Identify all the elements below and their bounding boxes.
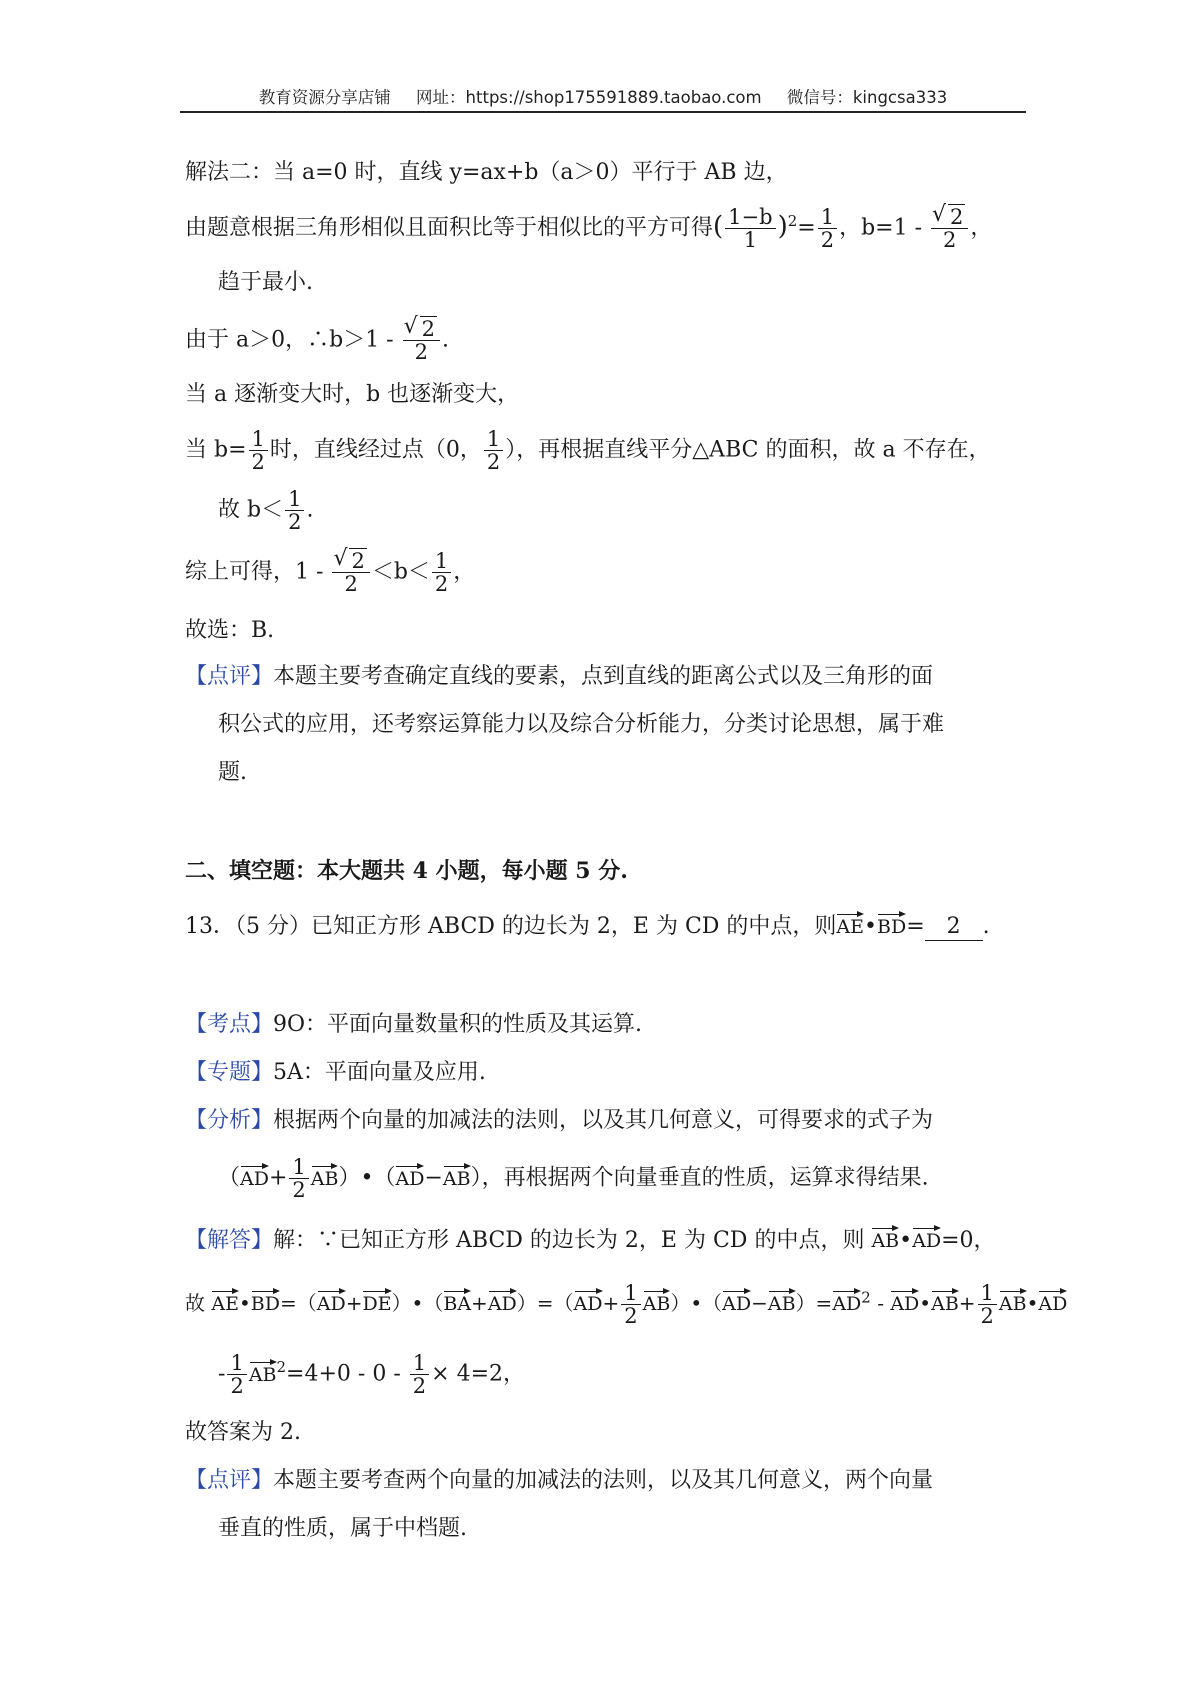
shop-url[interactable]: 网址：https://shop175591889.taobao.com [416,88,762,107]
comment-line1: 【点评】本题主要考查确定直线的要素，点到直线的距离公式以及三角形的面 [185,664,934,689]
solution2-line5: 当 a 逐渐变大时，b 也逐渐变大， [185,382,520,407]
jieda-line3: - $\frac{1}{2}$ $AB^2=4+0 - 0$ - $\frac{1}{2}$ × 4=2， [218,1351,525,1399]
comment-line3: 题. [218,760,247,785]
shop-name: 教育资源分享店铺 [258,88,391,107]
q13-answer-blank: 2 [925,914,983,941]
jieda-line1: 【解答】解：∵已知正方形 ABCD 的边长为 2，E 为 CD 的中点，则 AB•AD=0， [185,1228,996,1253]
solution2-line7: 故 b＜ $\frac{1}{2}$ . [218,487,314,535]
comment-line2: 积公式的应用，还考察运算能力以及综合分析能力，分类讨论思想，属于难 [218,712,945,737]
jieda-line2: 故 AE•BD=（AD+DE）•（BA+AD）=（AD+ $\frac{1}{2}$ $AB)•(AD-AB)=AD^2$ - AD•AB+ $\frac{1}{2}$ AB•AD [185,1281,1068,1329]
q13-stem: 13．（5 分）已知正方形 ABCD 的边长为 2，E 为 CD 的中点，则AE•BD= 2 . [185,912,990,941]
dianping-line1: 【点评】本题主要考查两个向量的加减法的法则，以及其几何意义，两个向量 [185,1468,934,1493]
solution2-line3: 趋于最小. [218,270,313,295]
solution2-line4: 由于 a＞0，∴b＞1 - √ $\frac{2}{2}$ . [185,318,449,363]
header-divider [180,111,1026,113]
wechat-id: 微信号：kingcsa333 [786,88,948,107]
solution2-line8: 综上可得，1 - √ $\frac{2}{2}$ ＜b＜ $\frac{1}{2}$ ， [185,550,475,595]
answer-line: 故答案为 2. [185,1420,301,1445]
comment-tag: 【点评】 [185,664,274,689]
solution2-line9: 故选：B. [185,618,275,643]
solution2-line6: 当 b= $\frac{1}{2}$ 时，直线经过点（0， $\frac{1}{2}$ ），再根据直线平分△ABC 的面积，故 a 不存在， [185,427,991,475]
solution2-line1: 解法二：当 a=0 时，直线 y=ax+b（a＞0）平行于 AB 边， [185,160,788,185]
dianping-line2: 垂直的性质，属于中档题. [218,1516,467,1541]
fenxi-line1: 【分析】根据两个向量的加减法的法则，以及其几何意义，可得要求的式子为 [185,1108,934,1133]
fenxi-line2: （AD+ $\frac{1}{2}$ AB）•（AD−AB），再根据两个向量垂直的性质，运算求得结果. [218,1155,929,1203]
kaodian-line: 【考点】9O：平面向量数量积的性质及其运算. [185,1012,643,1037]
solution2-line2: 由题意根据三角形相似且面积比等于相似比的平方可得( $\frac{1-b}{1}$ )$^2$= $\frac{1}{2}$ ，b=1 - √ $\frac{2}{2}$ ， [185,206,992,251]
page-header [180,84,1026,114]
section2-title: 二、填空题：本大题共 4 小题，每小题 5 分. [185,858,628,884]
zhuanti-line: 【专题】5A：平面向量及应用. [185,1060,486,1085]
